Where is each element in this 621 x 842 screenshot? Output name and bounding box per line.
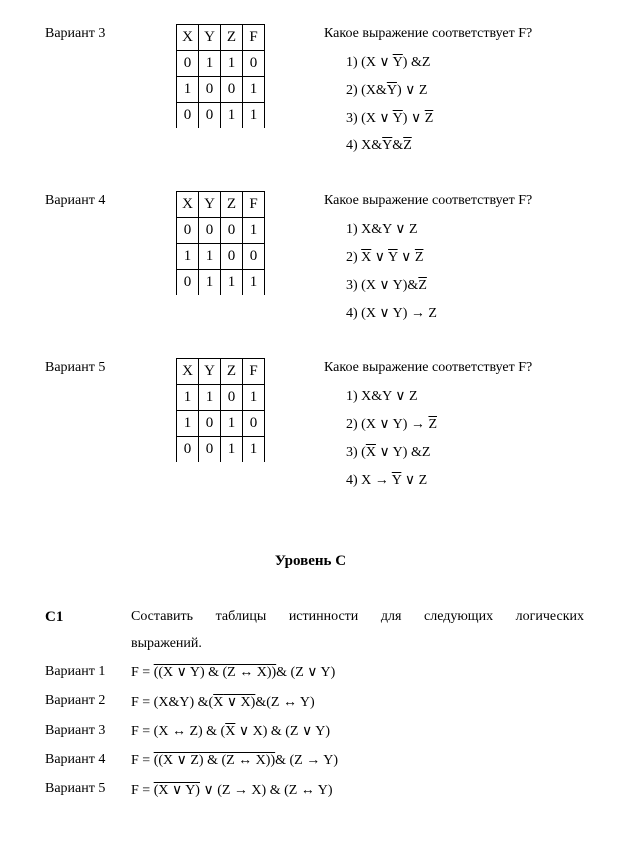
table-cell: 1 (199, 51, 221, 77)
negated-term: $\overline{X}$ (225, 724, 236, 739)
table-cell: 0 (243, 411, 265, 437)
table-row (177, 244, 265, 270)
table-header-row (177, 192, 265, 218)
table-cell: 1 (243, 270, 265, 296)
answer-option-1 (346, 388, 418, 405)
formula-part: 2) (X& (346, 83, 387, 98)
answer-option-1 (346, 221, 418, 238)
variant-label: Вариант 4 (45, 193, 106, 208)
c1-variant-label: Вариант 4 (45, 752, 106, 767)
table-cell: 1 (221, 437, 243, 463)
table-cell: 0 (243, 244, 265, 270)
c1-formula-2 (131, 694, 315, 711)
c1-variant-label: Вариант 1 (45, 664, 106, 679)
formula-part: & (Z → Y) (275, 753, 338, 768)
task-text-line-1: Составить таблицы истинности для следующих логических (131, 609, 584, 624)
table-cell: 0 (177, 437, 199, 463)
table-cell: 0 (199, 411, 221, 437)
c1-variant-label: Вариант 2 (45, 693, 106, 708)
table-cell: 1 (243, 77, 265, 103)
table-row (177, 77, 265, 103)
formula-part: ∨ Z (401, 473, 428, 488)
negated-term: ∨ X) (223, 695, 256, 710)
formula-part: F = (131, 753, 154, 768)
formula-part: ( (208, 695, 214, 710)
table-header-cell: X (177, 25, 199, 51)
table-cell: 1 (221, 411, 243, 437)
negated-term: $\overline{Y}$ (386, 83, 397, 98)
question-text: Какое выражение соответствует F? (324, 193, 533, 208)
negated-term: $\overline{Z}$ (428, 417, 437, 432)
table-cell: 0 (177, 218, 199, 244)
c1-formula-3 (131, 723, 330, 740)
table-cell: 0 (199, 103, 221, 129)
table-header-cell: Z (221, 25, 243, 51)
table-row (177, 270, 265, 296)
table-cell: 1 (177, 77, 199, 103)
truth-table-variant-5 (176, 358, 265, 462)
table-cell: 0 (199, 218, 221, 244)
negated-term: $\overline{X}$ (365, 445, 376, 460)
formula-part: ∨ (371, 250, 389, 265)
table-cell: 0 (221, 218, 243, 244)
answer-option-1 (346, 54, 430, 71)
negated-term: $\overline{Y}$ (382, 138, 393, 153)
c1-formula-5 (131, 782, 333, 799)
question-text: Какое выражение соответствует F? (324, 360, 533, 375)
table-header-cell: Z (221, 192, 243, 218)
answer-option-2 (346, 249, 423, 266)
formula-part: F = (X ↔ Z) & ( (131, 724, 226, 739)
table-cell: 1 (221, 51, 243, 77)
formula-part: 3) (X ∨ Y)& (346, 278, 419, 293)
table-cell: 1 (177, 244, 199, 270)
negated-term: (X ∨ Y) (153, 783, 200, 798)
table-header-cell: X (177, 192, 199, 218)
table-header-cell: Z (221, 359, 243, 385)
formula-part: ∨ (397, 250, 415, 265)
formula-part: 2) (346, 250, 362, 265)
level-title: Уровень С (274, 553, 347, 569)
table-cell: 1 (243, 437, 265, 463)
negated-term: $\overline{Z}$ (418, 278, 427, 293)
negated-term: $\overline{X}$ (213, 695, 224, 710)
answer-option-2 (346, 416, 437, 433)
table-cell: 0 (177, 270, 199, 296)
truth-table-variant-3 (176, 24, 265, 128)
c1-variant-label: Вариант 5 (45, 781, 106, 796)
table-cell: 1 (199, 244, 221, 270)
table-cell: 1 (177, 411, 199, 437)
table-cell: 0 (221, 385, 243, 411)
formula-part: ) ∨ (402, 111, 425, 126)
table-cell: 1 (221, 103, 243, 129)
formula-part: 1) X&Y ∨ Z (346, 222, 418, 237)
formula-part: 1) X&Y ∨ Z (346, 389, 418, 404)
answer-option-3 (346, 277, 427, 294)
table-row (177, 411, 265, 437)
table-cell: 0 (221, 244, 243, 270)
formula-part: 1) (X ∨ (346, 55, 393, 70)
c1-formula-1 (131, 664, 335, 681)
c1-variant-label: Вариант 3 (45, 723, 106, 738)
table-row (177, 51, 265, 77)
formula-part: 4) X → (346, 473, 392, 488)
table-header-cell: Y (199, 359, 221, 385)
formula-part: 3) ( (346, 445, 366, 460)
formula-part: ∨ X) & (Z ∨ Y) (235, 724, 330, 739)
formula-part: & (392, 138, 404, 153)
answer-option-3 (346, 444, 430, 461)
answer-option-4 (346, 472, 427, 489)
negated-term: $\overline{Y}$ (392, 111, 403, 126)
negated-term: $\overline{Y}$ (391, 473, 402, 488)
table-cell: 0 (199, 77, 221, 103)
table-row (177, 437, 265, 463)
task-text-line-2: выражений. (131, 636, 202, 651)
negated-term: $\overline{X}$ (361, 250, 372, 265)
answer-option-3 (346, 110, 433, 127)
table-cell: 1 (243, 218, 265, 244)
table-cell: 1 (199, 270, 221, 296)
table-cell: 1 (199, 385, 221, 411)
formula-part: F = (X&Y) & (131, 695, 209, 710)
c1-label: С1 (45, 609, 64, 625)
table-header-row (177, 25, 265, 51)
negated-term: $\overline{Z}$ (414, 250, 424, 265)
answer-option-4 (346, 138, 412, 154)
c1-formula-4 (131, 752, 338, 769)
table-row (177, 103, 265, 129)
table-cell: 1 (243, 103, 265, 129)
formula-part: F = (131, 783, 154, 798)
table-cell: 0 (177, 103, 199, 129)
table-header-cell: F (243, 25, 265, 51)
answer-option-2 (346, 82, 427, 99)
formula-part: 4) (X ∨ Y) → Z (346, 306, 437, 321)
negated-term: $\overline{Z}$ (424, 111, 434, 126)
formula-part: F = (131, 665, 154, 680)
table-header-cell: F (243, 359, 265, 385)
table-header-cell: Y (199, 192, 221, 218)
variant-label: Вариант 3 (45, 26, 106, 41)
answer-option-4 (346, 305, 437, 322)
table-cell: 1 (221, 270, 243, 296)
formula-part: 4) X& (346, 138, 383, 153)
negated-term: $\overline{Y}$ (392, 55, 403, 70)
table-cell: 0 (243, 51, 265, 77)
formula-part: ) ∨ Z (396, 83, 428, 98)
table-header-row (177, 359, 265, 385)
formula-part: ∨ Y) &Z (375, 445, 431, 460)
truth-table-variant-4 (176, 191, 265, 295)
table-row (177, 385, 265, 411)
table-cell: 1 (243, 385, 265, 411)
formula-part: 3) (X ∨ (346, 111, 393, 126)
negated-term: ((X ∨ Z) & (Z ↔ X)) (153, 753, 276, 768)
table-cell: 0 (221, 77, 243, 103)
formula-part: & (Z ∨ Y) (276, 665, 336, 680)
table-cell: 0 (199, 437, 221, 463)
table-header-cell: F (243, 192, 265, 218)
formula-part: ∨ (Z → X) & (Z ↔ Y) (199, 783, 333, 798)
formula-part: 2) (X ∨ Y) → (346, 417, 429, 432)
negated-term: $\overline{Y}$ (388, 250, 398, 265)
table-cell: 1 (177, 385, 199, 411)
negated-term: $\overline{Z}$ (403, 138, 412, 153)
table-row (177, 218, 265, 244)
negated-term: ((X ∨ Y) & (Z ↔ X)) (153, 665, 277, 680)
table-header-cell: Y (199, 25, 221, 51)
table-cell: 0 (177, 51, 199, 77)
formula-part: &(Z ↔ Y) (255, 695, 315, 710)
formula-part: ) &Z (402, 55, 431, 70)
table-header-cell: X (177, 359, 199, 385)
variant-label: Вариант 5 (45, 360, 106, 375)
question-text: Какое выражение соответствует F? (324, 26, 533, 41)
